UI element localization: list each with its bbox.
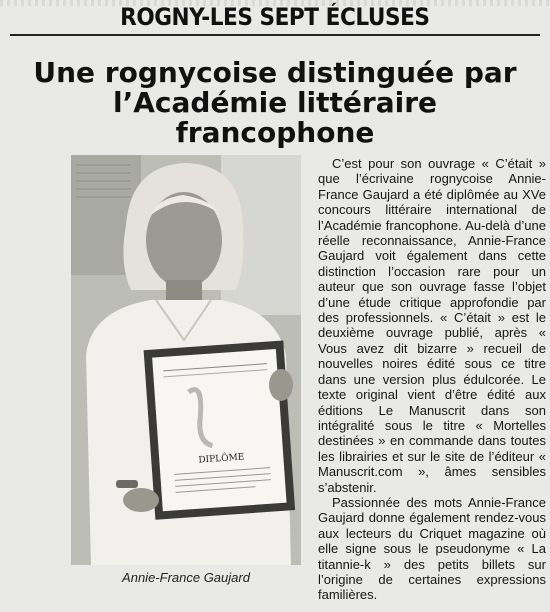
article-headline: Une rognycoise distinguée par l’Académie littéraire francophone — [33, 56, 517, 149]
article-paragraph: C’est pour son ouvrage « C’était » que l’écrivaine rognycoise Annie-France Gaujard a été diplômée au XVe concours littéraire international de l’Académie francophone. Au-delà d’une réelle reconnaissance, Annie-France Gaujard voit également dans cette distinction l’occasion rare pour un auteur que son ouvrage fasse l’objet d’une étude critique approfondie par des professionnels. « C’était » est le deuxième ouvrage publié, après « Vous avez dit bizarre » recueil de nouvelles noires édité sous ce titre dans une version plus édulcorée. Le texte original vient d’être édité aux éditions Le Manuscrit dans son intégralité sous le titre « Mortelles destinées » en commande dans toutes les librairies et sur le site de l’éditeur « Manuscrit.com », âmes sensibles s’abstenir. — [318, 156, 546, 495]
header-rule — [10, 34, 540, 36]
article-body — [318, 156, 546, 603]
photo-caption: Annie-France Gaujard — [122, 570, 250, 585]
diploma-title: DIPLÔME — [198, 452, 245, 466]
section-title: ROGNY-LES SEPT ÉCLUSES — [120, 3, 430, 31]
section-header — [0, 0, 550, 34]
article-photo — [71, 155, 301, 565]
photo-illustration — [71, 155, 301, 565]
article-paragraph: Passionnée des mots Annie-France Gaujard donne également rendez-vous aux lecteurs du Criquet magazine où elle signe sous le pseudonyme « La titannie-k » des petits billets sur l’origine de certaines expressions familières. — [318, 494, 546, 603]
